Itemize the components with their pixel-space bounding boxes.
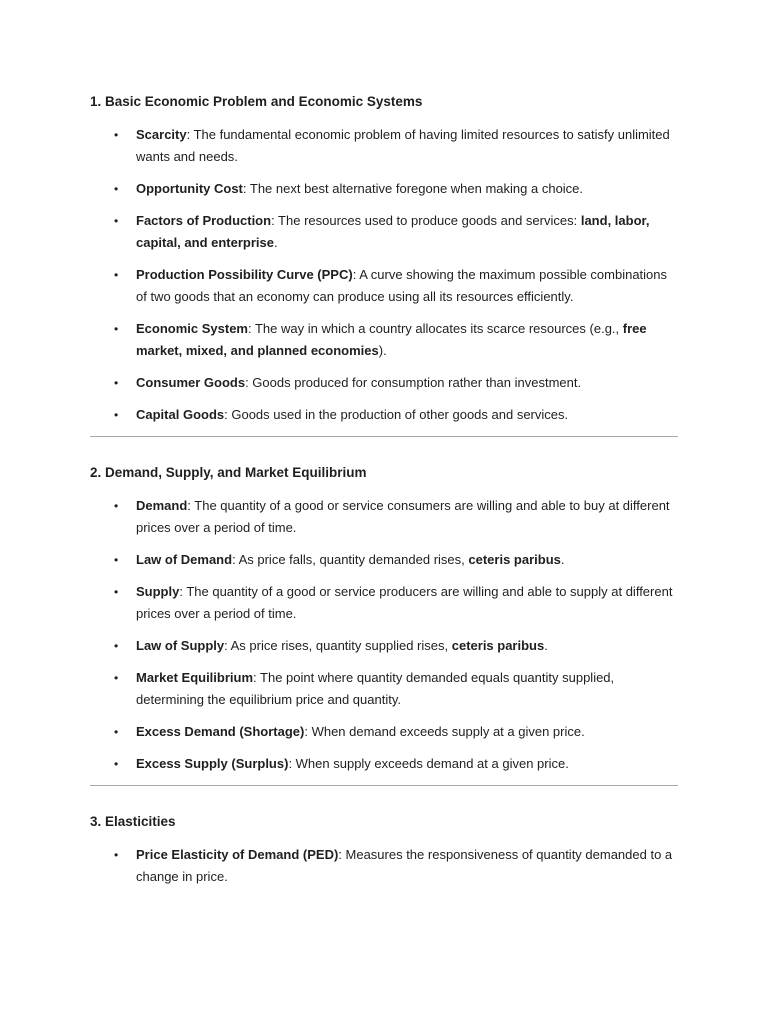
section-basic-economic-problem	[90, 92, 678, 426]
list-item	[114, 495, 678, 539]
definition: : The quantity of a good or service consumers are willing and able to buy at different prices over a period of time.	[136, 498, 670, 535]
list-item	[114, 372, 678, 394]
definition: : Measures the responsiveness of quantity demanded to a change in price.	[136, 847, 673, 884]
definition: : Goods used in the production of other goods and services.	[224, 407, 569, 422]
bullet-icon: •	[114, 757, 119, 771]
term: Demand	[136, 498, 188, 513]
section-demand-supply	[90, 463, 678, 775]
bullet-icon: •	[114, 639, 119, 653]
bullet-icon: •	[114, 848, 119, 862]
term: Consumer Goods	[136, 375, 246, 390]
emphasis: free market, mixed, and planned economies	[136, 321, 647, 358]
emphasis: ceteris paribus	[468, 552, 561, 567]
list-item	[114, 581, 678, 625]
definition: : Goods produced for consumption rather than investment.	[245, 375, 582, 390]
emphasis: ceteris paribus	[451, 638, 545, 653]
list-item	[114, 753, 678, 775]
term: Excess Supply (Surplus)	[136, 756, 289, 771]
term: Opportunity Cost	[136, 181, 243, 196]
term: Supply	[136, 584, 180, 599]
term: Excess Demand (Shortage)	[136, 724, 305, 739]
bullet-icon: •	[114, 214, 119, 228]
term: Price Elasticity of Demand (PED)	[136, 847, 339, 862]
definition: : The quantity of a good or service producers are willing and able to supply at different prices over a period of time.	[136, 584, 673, 621]
definition: : A curve showing the maximum possible combinations of two goods that an economy can produce using all its resources efficiently.	[136, 267, 668, 304]
section-title: 3. Elasticities	[90, 814, 176, 829]
definition-list	[90, 124, 678, 426]
term: Factors of Production	[136, 213, 272, 228]
section-title: 2. Demand, Supply, and Market Equilibrium	[90, 465, 367, 480]
bullet-icon: •	[114, 182, 119, 196]
bullet-icon: •	[114, 268, 119, 282]
list-item	[114, 404, 678, 426]
list-item	[114, 318, 678, 362]
term: Production Possibility Curve (PPC)	[136, 267, 353, 282]
list-item	[114, 721, 678, 743]
definition: : The point where quantity demanded equals quantity supplied, determining the equilibrium price and quantity.	[136, 670, 615, 707]
list-item	[114, 844, 678, 888]
definition-end: .	[544, 638, 548, 653]
list-item	[114, 549, 678, 571]
definition: : The way in which a country allocates its scarce resources (e.g.,	[248, 321, 623, 336]
definition: : The fundamental economic problem of having limited resources to satisfy unlimited wants and needs.	[136, 127, 670, 164]
definition: : The next best alternative foregone when making a choice.	[242, 181, 584, 196]
definition-list	[90, 844, 678, 888]
definition-list	[90, 495, 678, 775]
bullet-icon: •	[114, 725, 119, 739]
definition: : The resources used to produce goods and services:	[271, 213, 581, 228]
bullet-icon: •	[114, 553, 119, 567]
term: Law of Supply	[136, 638, 225, 653]
section-title: 1. Basic Economic Problem and Economic Systems	[90, 94, 423, 109]
section-elasticities	[90, 812, 678, 888]
bullet-icon: •	[114, 499, 119, 513]
bullet-icon: •	[114, 322, 119, 336]
bullet-icon: •	[114, 671, 119, 685]
list-item	[114, 635, 678, 657]
definition: : As price falls, quantity demanded rises,	[232, 552, 469, 567]
section-divider	[90, 785, 678, 786]
section-divider	[90, 436, 678, 437]
emphasis: land, labor, capital, and enterprise	[136, 213, 650, 250]
list-item	[114, 124, 678, 168]
term: Market Equilibrium	[136, 670, 254, 685]
term: Economic System	[136, 321, 248, 336]
term: Scarcity	[136, 127, 187, 142]
list-item	[114, 667, 678, 711]
definition: : When supply exceeds demand at a given price.	[288, 756, 569, 771]
term: Capital Goods	[136, 407, 225, 422]
list-item	[114, 210, 678, 254]
term: Law of Demand	[136, 552, 233, 567]
list-item	[114, 178, 678, 200]
definition-end: .	[560, 552, 565, 567]
bullet-icon: •	[114, 376, 119, 390]
bullet-icon: •	[114, 585, 119, 599]
bullet-icon: •	[114, 128, 119, 142]
bullet-icon: •	[114, 408, 119, 422]
definition: : As price rises, quantity supplied rises,	[224, 638, 452, 653]
definition-end: .	[274, 235, 278, 250]
definition: : When demand exceeds supply at a given price.	[304, 724, 585, 739]
definition-end: ).	[378, 343, 387, 358]
list-item	[114, 264, 678, 308]
